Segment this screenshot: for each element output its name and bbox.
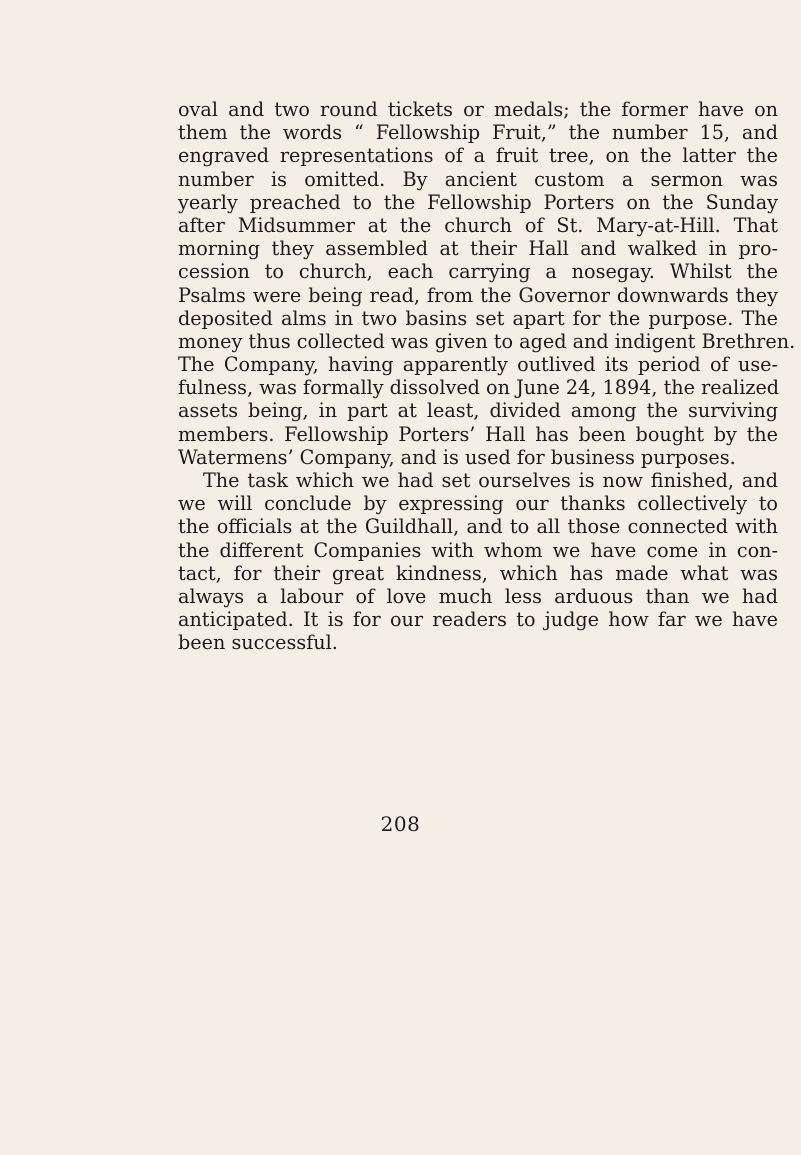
text-line: morning they assembled at their Hall and walked in pro- [178,237,778,261]
paragraph-first-line: The task which we had set ourselves is now finished, and [203,469,778,492]
text-line: after Midsummer at the church of St. Mary-at-Hill. That [178,213,778,237]
page-number: 208 [380,812,421,836]
text-line: members. Fellowship Porters’ Hall has been bought by the [178,422,778,446]
text-line: been successful. [178,631,338,655]
text-line: them the words “ Fellowship Fruit,” the number 15, and [178,121,778,145]
text-line: The Company, having apparently outlived its period of use- [178,353,778,377]
text-line: tact, for their great kindness, which has made what was [178,561,778,585]
text-line: always a labour of love much less arduous than we had [178,584,778,608]
text-line: Psalms were being read, from the Governor downwards they [178,283,778,307]
text-line: assets being, in part at least, divided among the surviving [178,399,778,423]
text-line: oval and two round tickets or medals; the former have on [178,98,778,121]
text-line: number is omitted. By ancient custom a sermon was [178,167,778,191]
text-line: cession to church, each carrying a nosegay. Whilst the [178,260,778,284]
text-line: money thus collected was given to aged and indigent Brethren. [178,329,796,353]
text-line: fulness, was formally dissolved on June 24, 1894, the realized [178,376,780,400]
body-text [178,98,796,655]
text-line: deposited alms in two basins set apart for the purpose. The [178,306,778,330]
text-line: engraved representations of a fruit tree, on the latter the [178,144,778,168]
text-line: the different Companies with whom we have come in con- [178,538,778,562]
text-line: we will conclude by expressing our thanks collectively to [178,492,778,516]
text-line: anticipated. It is for our readers to judge how far we have [178,608,778,632]
text-line: Watermens’ Company, and is used for business purposes. [178,445,736,469]
text-line: the officials at the Guildhall, and to all those connected with [178,515,778,539]
text-line: yearly preached to the Fellowship Porters on the Sunday [178,190,778,214]
